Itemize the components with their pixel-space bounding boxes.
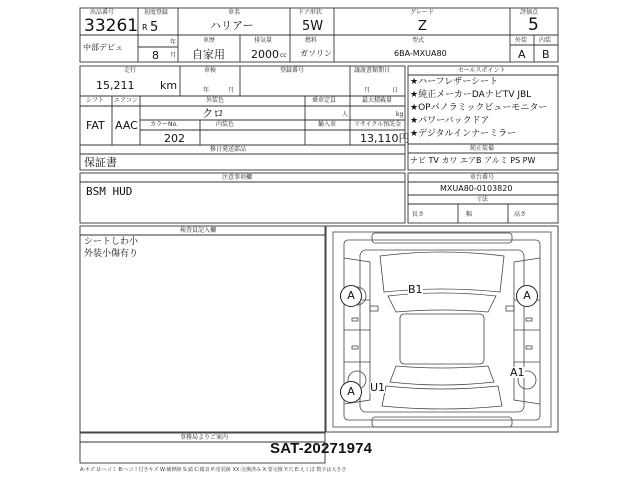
- grade: Z: [418, 19, 427, 34]
- equipment-label: 純正装備: [470, 145, 495, 152]
- score-label: 評価点: [520, 9, 539, 16]
- damage-mark-a-front-left: A: [340, 285, 362, 307]
- sales-point-3: ★OPパノラミックビューモニター: [410, 103, 548, 113]
- capacity-unit: 人: [342, 111, 349, 118]
- debut-text: 中部デビュ: [83, 43, 123, 52]
- car-name-label: 車名: [228, 9, 241, 16]
- inspect-month-unit: 月: [228, 87, 235, 94]
- sales-point-4: ★パワーバックドア: [410, 116, 490, 126]
- score: 5: [528, 15, 539, 35]
- damage-mark-a-rear-left: A: [340, 381, 362, 403]
- inspector-label: 検査員記入欄: [180, 227, 217, 234]
- capacity-label: 乗車定員: [312, 97, 337, 104]
- doors: 5W: [302, 19, 324, 34]
- damage-legend: A:キズ U:ヘコミ B:ヘコミ付きキズ W:補修跡 S:錆 C:腐食 P:塗装跡 XX:交換済み X:要交換 Y:穴 E:えくぼ 数字は大きさ: [80, 467, 347, 473]
- ac-label: エアコン: [114, 97, 138, 104]
- recycle-fee: 13,110円: [360, 132, 410, 145]
- shift: FAT: [86, 119, 105, 132]
- int-color-label: 内装色: [216, 121, 235, 128]
- ext-label: 外装: [515, 37, 528, 44]
- reg-label: 初度登録: [144, 9, 169, 16]
- ext-grade: A: [518, 48, 526, 61]
- mileage: 15,211: [96, 79, 135, 92]
- warranty-label: 修日発送部品: [210, 146, 247, 153]
- inspector-line-1: シートしわ小: [84, 237, 139, 247]
- rec-day: 日: [392, 87, 399, 94]
- inspect-year-unit: 年: [203, 87, 210, 94]
- aircon: AAC: [115, 119, 138, 132]
- fuel: ガソリン: [300, 49, 332, 58]
- load-label: 最大積載量: [362, 97, 393, 104]
- dims-width: 幅: [466, 211, 473, 218]
- lot-label: 出品番号: [90, 9, 115, 16]
- color-no-label: カラーNo.: [150, 121, 178, 128]
- displacement: 2000: [251, 48, 279, 61]
- car-name: ハリアー: [210, 19, 254, 32]
- mileage-unit: km: [160, 79, 178, 92]
- damage-mark-u1: U1: [370, 381, 386, 394]
- sales-point-1: ★ハーフレザーシート: [410, 77, 499, 87]
- grade-label: グレード: [410, 9, 435, 16]
- reg-month: 8: [152, 49, 159, 62]
- color-no: 202: [164, 132, 185, 145]
- dims-height: 高さ: [514, 211, 527, 218]
- serial-number: SAT-20271974: [270, 440, 373, 457]
- sales-point-2: ★純正メーカーDAナビTV JBL: [410, 90, 532, 100]
- sales-point-5: ★デジタルインナーミラー: [410, 129, 517, 139]
- purpose: 自家用: [192, 48, 225, 61]
- chassis-label: 車台番号: [470, 174, 495, 181]
- rec-month: 月: [364, 87, 371, 94]
- model-code: 6BA-MXUA80: [394, 49, 447, 58]
- load-unit: kg: [396, 111, 404, 118]
- disp-unit: cc: [280, 52, 287, 59]
- warranty-value: 保証書: [84, 156, 117, 169]
- reg-year: 5: [150, 20, 159, 35]
- damage-mark-b1: B1: [408, 283, 423, 296]
- reg-month-unit: 月: [170, 52, 177, 59]
- km-label: 走行: [124, 67, 137, 74]
- purpose-label: 車歴: [203, 37, 216, 44]
- notes-value: BSM HUD: [86, 185, 133, 198]
- inspect-label: 車検: [204, 67, 217, 74]
- int-grade: B: [542, 48, 550, 61]
- lot-number: 33261: [84, 16, 139, 36]
- notes-label: 注意事項欄: [222, 174, 253, 181]
- damage-mark-a1: A1: [510, 366, 525, 379]
- inspector-line-2: 外装小傷有り: [84, 249, 139, 259]
- reg-year-unit: 年: [170, 39, 177, 46]
- shift-label: シフト: [86, 97, 105, 104]
- chassis-number: MXUA80-0103820: [440, 184, 513, 193]
- dims-label: 寸法: [476, 196, 489, 203]
- rec-label: 譲渡書類期日: [354, 67, 391, 74]
- car-diagram: [333, 232, 551, 427]
- regno-label: 登録番号: [280, 67, 305, 74]
- sales-label: セールスポイント: [458, 67, 506, 74]
- damage-mark-a-front-right: A: [516, 285, 538, 307]
- recycle-label: リサイクル預託金: [354, 121, 402, 128]
- body-color: クロ: [202, 107, 224, 120]
- equipment-value: ナビ TV カワ エアB アルミ PS PW: [410, 156, 536, 165]
- office-label: 事務局よりご案内: [180, 434, 229, 441]
- color-label: 外装色: [206, 97, 225, 104]
- dims-length: 長さ: [412, 211, 425, 218]
- model-label: 型式: [412, 37, 425, 44]
- doors-label: ドア形状: [298, 9, 322, 16]
- import-label: 輸入車: [318, 121, 337, 128]
- disp-label: 排気量: [254, 37, 273, 44]
- reg-era: R: [142, 23, 148, 32]
- int-label: 内装: [539, 37, 552, 44]
- fuel-label: 燃料: [305, 37, 318, 44]
